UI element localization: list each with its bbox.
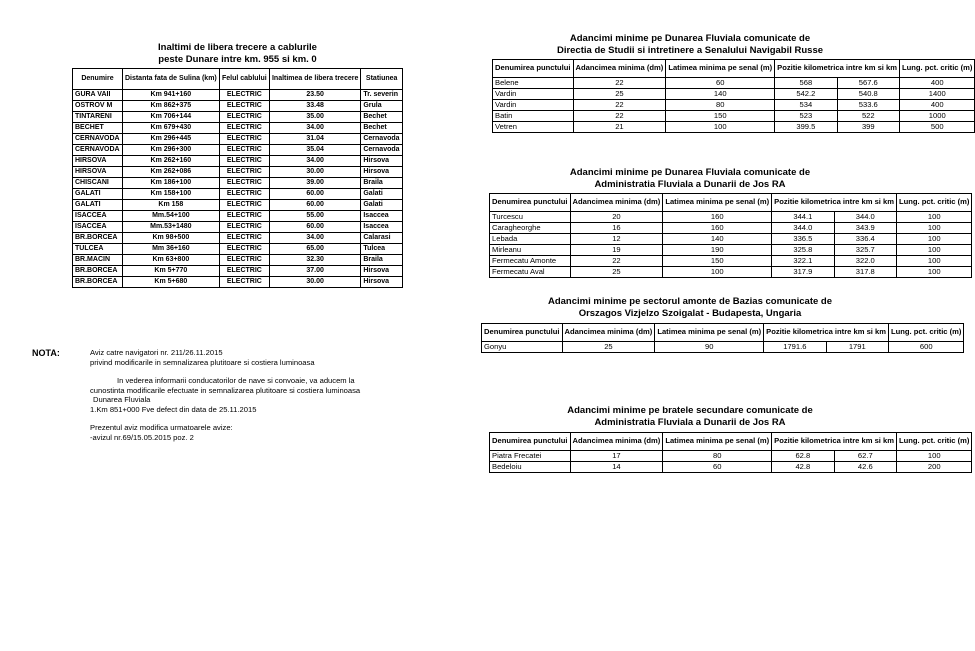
table-cell: 25 [573, 89, 666, 100]
table-cell: 62.7 [834, 451, 896, 462]
table-cell: 30.00 [269, 277, 360, 288]
table-cell: 568 [775, 78, 837, 89]
table-cell: 399 [837, 122, 899, 133]
table-cell: ELECTRIC [219, 134, 269, 145]
table-cell: BECHET [73, 123, 123, 134]
table-cell: 160 [663, 223, 772, 234]
table-cell: Cernavoda [361, 134, 403, 145]
table-cell: 30.00 [269, 167, 360, 178]
table-cell: 100 [897, 451, 972, 462]
table-cell: 336.4 [834, 234, 896, 245]
table-row [490, 256, 972, 267]
depth-header-row [482, 324, 964, 342]
nota-label: NOTA: [32, 348, 60, 358]
table-cell: ELECTRIC [219, 178, 269, 189]
table-cell: GURA VAII [73, 90, 123, 101]
table-cell: HIRSOVA [73, 167, 123, 178]
table-cell: 34.00 [269, 123, 360, 134]
depth-header-cell: Lung. pct. critic (m) [897, 194, 972, 212]
table-cell: 523 [775, 111, 837, 122]
depth-header-cell: Denumirea punctului [482, 324, 563, 342]
table-cell: ELECTRIC [219, 211, 269, 222]
table-cell: Km 941+160 [122, 90, 219, 101]
table-cell: 60 [663, 462, 772, 473]
table-cell: Vetren [493, 122, 574, 133]
table-cell: Mm.54+100 [122, 211, 219, 222]
table-cell: ISACCEA [73, 211, 123, 222]
table-cell: 34.00 [269, 156, 360, 167]
table-row [73, 134, 403, 145]
table-cell: Hirsova [361, 156, 403, 167]
depth-header-cell: Denumirea punctului [490, 194, 571, 212]
cable-header-cell: Felul cablului [219, 69, 269, 90]
table-row [490, 223, 972, 234]
depth-header-cell: Denumirea punctului [493, 60, 574, 78]
depth-header-cell: Pozitie kilometrica intre km si km [772, 194, 897, 212]
table-cell: Hirsova [361, 277, 403, 288]
table-cell: Fermecatu Aval [490, 267, 571, 278]
depth-header-cell: Adancimea minima (dm) [570, 433, 663, 451]
depth-title-0-line2: Directia de Studii si intretinere a Senalului Navigabil Russe [556, 45, 824, 56]
table-cell: 1400 [900, 89, 975, 100]
nota-line6: 1.Km 851+000 Fve defect din data de 25.11.2015 [90, 404, 257, 414]
table-row [73, 145, 403, 156]
cable-title-line1: Inaltimi de libera trecere a cablurile [158, 42, 317, 53]
depth-header-cell: Lung. pct. critic (m) [900, 60, 975, 78]
depth-title-3-line2: Administratia Fluviala a Dunarii de Jos RA [594, 417, 786, 428]
cable-header-cell: Distanta fata de Sulina (km) [122, 69, 219, 90]
table-cell: 150 [666, 111, 775, 122]
table-cell: Calarasi [361, 233, 403, 244]
depth-title-0-line1: Adancimi minime pe Dunarea Fluviala comunicate de [569, 33, 811, 44]
table-cell: 80 [663, 451, 772, 462]
table-cell: 325.7 [834, 245, 896, 256]
table-cell: 1791.6 [764, 342, 826, 353]
table-cell: 25 [562, 342, 655, 353]
table-cell: 65.00 [269, 244, 360, 255]
cable-title [72, 42, 403, 66]
cable-header-cell: Statiunea [361, 69, 403, 90]
table-cell: Km 262+160 [122, 156, 219, 167]
table-cell: GALATI [73, 200, 123, 211]
depth-title-0 [490, 33, 890, 57]
nota-line2: privind modificarile in semnalizarea plutitoare si costiera luminoasa [90, 357, 315, 367]
table-cell: 200 [897, 462, 972, 473]
table-cell: 1000 [900, 111, 975, 122]
table-row [490, 245, 972, 256]
table-cell: CHISCANI [73, 178, 123, 189]
table-cell: 100 [897, 267, 972, 278]
table-cell: Batin [493, 111, 574, 122]
table-cell: 20 [570, 212, 663, 223]
table-cell: 12 [570, 234, 663, 245]
table-cell: 1791 [826, 342, 888, 353]
depth-header-cell: Latimea minima pe senal (m) [663, 433, 772, 451]
table-cell: 100 [666, 122, 775, 133]
table-cell: 62.8 [772, 451, 834, 462]
table-cell: 336.5 [772, 234, 834, 245]
table-cell: 600 [889, 342, 964, 353]
table-cell: 22 [573, 111, 666, 122]
table-cell: 150 [663, 256, 772, 267]
table-cell: Bedeloiu [490, 462, 571, 473]
table-cell: 34.00 [269, 233, 360, 244]
table-cell: Bechet [361, 123, 403, 134]
table-cell: 39.00 [269, 178, 360, 189]
table-row [73, 277, 403, 288]
table-cell: CERNAVODA [73, 134, 123, 145]
depth-title-3-line1: Adancimi minime pe bratele secundare comunicate de [567, 405, 813, 416]
table-cell: ELECTRIC [219, 101, 269, 112]
table-cell: ELECTRIC [219, 266, 269, 277]
depth-header-row [490, 194, 972, 212]
table-cell: 322.1 [772, 256, 834, 267]
table-cell: 160 [663, 212, 772, 223]
table-row [73, 90, 403, 101]
nota-line7: Prezentul aviz modifica urmatoarele avize: [90, 423, 233, 432]
table-cell: Km 862+375 [122, 101, 219, 112]
table-row [73, 233, 403, 244]
table-cell: Tr. severin [361, 90, 403, 101]
table-row [73, 101, 403, 112]
nota-line4: cunostinta modificarile efectuate in semnalizarea plutitoare si costiera luminoasa [90, 385, 361, 395]
table-row [490, 212, 972, 223]
table-cell: Gonyu [482, 342, 563, 353]
table-row [73, 211, 403, 222]
table-cell: Caragheorghe [490, 223, 571, 234]
depth-header-cell: Adancimea minima (dm) [573, 60, 666, 78]
table-cell: Km 158 [122, 200, 219, 211]
depth-header-cell: Adancimea minima (dm) [562, 324, 655, 342]
table-cell: 33.48 [269, 101, 360, 112]
nota-line1: Aviz catre navigatori nr. 211/26.11.2015 [90, 348, 223, 357]
table-cell: ISACCEA [73, 222, 123, 233]
table-row [73, 123, 403, 134]
table-cell: 399.5 [775, 122, 837, 133]
depth-header-cell: Lung. pct. critic (m) [897, 433, 972, 451]
depth-title-1-line2: Administratia Fluviala a Dunarii de Jos RA [594, 179, 786, 190]
table-cell: CERNAVODA [73, 145, 123, 156]
table-cell: Km 158+100 [122, 189, 219, 200]
table-row [73, 255, 403, 266]
table-row [73, 112, 403, 123]
table-cell: Galati [361, 189, 403, 200]
table-cell: Bechet [361, 112, 403, 123]
depth-header-cell: Pozitie kilometrica intre km si km [775, 60, 900, 78]
table-cell: 37.00 [269, 266, 360, 277]
table-cell: ELECTRIC [219, 277, 269, 288]
table-cell: BR.BORCEA [73, 277, 123, 288]
table-cell: 60 [666, 78, 775, 89]
table-cell: 35.04 [269, 145, 360, 156]
depth-table-1 [489, 193, 972, 278]
depth-title-2 [480, 296, 900, 320]
depth-header-cell: Pozitie kilometrica intre km si km [772, 433, 897, 451]
table-cell: 500 [900, 122, 975, 133]
table-row [73, 266, 403, 277]
table-cell: 42.6 [834, 462, 896, 473]
table-cell: 317.9 [772, 267, 834, 278]
nota-line8: -avizul nr.69/15.05.2015 poz. 2 [90, 432, 194, 442]
table-cell: Galati [361, 200, 403, 211]
table-cell: Isaccea [361, 222, 403, 233]
table-cell: Isaccea [361, 211, 403, 222]
table-cell: Mirleanu [490, 245, 571, 256]
table-cell: 533.6 [837, 100, 899, 111]
table-cell: ELECTRIC [219, 167, 269, 178]
depth-header-cell: Latimea minima pe senal (m) [663, 194, 772, 212]
table-cell: 100 [897, 256, 972, 267]
table-cell: ELECTRIC [219, 90, 269, 101]
depth-header-cell: Adancimea minima (dm) [570, 194, 663, 212]
table-cell: 190 [663, 245, 772, 256]
table-cell: ELECTRIC [219, 233, 269, 244]
table-cell: 344.1 [772, 212, 834, 223]
table-row [73, 156, 403, 167]
table-cell: BR.MACIN [73, 255, 123, 266]
depth-title-1 [490, 167, 890, 191]
depth-title-1-line1: Adancimi minime pe Dunarea Fluviala comunicate de [569, 167, 811, 178]
table-cell: 17 [570, 451, 663, 462]
table-cell: ELECTRIC [219, 123, 269, 134]
table-cell: Km 5+770 [122, 266, 219, 277]
depth-header-cell: Latimea minima pe senal (m) [666, 60, 775, 78]
table-cell: Braila [361, 255, 403, 266]
table-cell: 22 [573, 78, 666, 89]
nota-line3: In vederea informarii conducatorilor de nave si convoaie, va aducem la [117, 376, 355, 385]
table-cell: 35.00 [269, 112, 360, 123]
table-cell: Km 296+445 [122, 134, 219, 145]
table-cell: Mm 36+160 [122, 244, 219, 255]
cable-table [72, 68, 403, 288]
table-cell: Lebada [490, 234, 571, 245]
table-cell: ELECTRIC [219, 145, 269, 156]
table-cell: Km 5+680 [122, 277, 219, 288]
table-cell: 16 [570, 223, 663, 234]
table-cell: ELECTRIC [219, 112, 269, 123]
table-cell: 60.00 [269, 200, 360, 211]
depth-title-2-line2: Orszagos Vizjelzo Szoigalat - Budapesta, Ungaria [578, 308, 802, 319]
table-cell: 140 [663, 234, 772, 245]
table-cell: 140 [666, 89, 775, 100]
table-cell: 344.0 [834, 212, 896, 223]
table-row [73, 244, 403, 255]
table-cell: Km 296+300 [122, 145, 219, 156]
table-cell: 22 [570, 256, 663, 267]
table-cell: 542.2 [775, 89, 837, 100]
table-cell: GALATI [73, 189, 123, 200]
table-cell: Km 262+086 [122, 167, 219, 178]
table-cell: ELECTRIC [219, 156, 269, 167]
table-cell: Tulcea [361, 244, 403, 255]
table-row [490, 234, 972, 245]
table-cell: 60.00 [269, 189, 360, 200]
table-cell: Cernavoda [361, 145, 403, 156]
table-cell: 100 [663, 267, 772, 278]
table-row [73, 178, 403, 189]
table-row [490, 462, 972, 473]
table-cell: 322.0 [834, 256, 896, 267]
table-cell: Fermecatu Amonte [490, 256, 571, 267]
depth-header-row [490, 433, 972, 451]
table-cell: 100 [897, 223, 972, 234]
table-cell: 60.00 [269, 222, 360, 233]
table-cell: 90 [655, 342, 764, 353]
table-cell: ELECTRIC [219, 255, 269, 266]
table-cell: 31.04 [269, 134, 360, 145]
nota-line5: Dunarea Fluviala [93, 395, 151, 404]
table-cell: 32.30 [269, 255, 360, 266]
depth-title-3 [490, 405, 890, 429]
table-cell: TINTARENI [73, 112, 123, 123]
table-cell: Km 63+800 [122, 255, 219, 266]
table-cell: Km 706+144 [122, 112, 219, 123]
table-cell: 21 [573, 122, 666, 133]
table-row [482, 342, 964, 353]
table-cell: BR.BORCEA [73, 266, 123, 277]
table-cell: 80 [666, 100, 775, 111]
table-cell: TULCEA [73, 244, 123, 255]
cable-header-cell: Denumire [73, 69, 123, 90]
table-cell: Km 98+500 [122, 233, 219, 244]
table-cell: Turcescu [490, 212, 571, 223]
table-cell: 42.8 [772, 462, 834, 473]
table-cell: 25 [570, 267, 663, 278]
table-row [73, 222, 403, 233]
depth-header-cell: Denumirea punctului [490, 433, 571, 451]
table-cell: 317.8 [834, 267, 896, 278]
table-cell: 100 [897, 234, 972, 245]
table-row [490, 451, 972, 462]
table-cell: Vardin [493, 89, 574, 100]
table-cell: 344.0 [772, 223, 834, 234]
table-row [493, 111, 975, 122]
table-cell: OSTROV M [73, 101, 123, 112]
table-cell: Grula [361, 101, 403, 112]
depth-table-0 [492, 59, 975, 133]
table-row [73, 189, 403, 200]
table-cell: 100 [897, 245, 972, 256]
cable-title-line2: peste Dunare intre km. 955 si km. 0 [158, 54, 317, 65]
table-cell: Braila [361, 178, 403, 189]
table-cell: HIRSOVA [73, 156, 123, 167]
table-cell: Mm.53+1480 [122, 222, 219, 233]
table-cell: 14 [570, 462, 663, 473]
depth-header-row [493, 60, 975, 78]
depth-title-2-line1: Adancimi minime pe sectorul amonte de Bazias comunicate de [547, 296, 833, 307]
cable-header-row [73, 69, 403, 90]
depth-header-cell: Latimea minima pe senal (m) [655, 324, 764, 342]
table-cell: Km 679+430 [122, 123, 219, 134]
table-cell: 22 [573, 100, 666, 111]
table-cell: Piatra Frecatei [490, 451, 571, 462]
table-row [490, 267, 972, 278]
table-cell: Hirsova [361, 266, 403, 277]
table-cell: 343.9 [834, 223, 896, 234]
table-row [493, 89, 975, 100]
table-cell: 400 [900, 100, 975, 111]
table-cell: Vardin [493, 100, 574, 111]
table-row [73, 200, 403, 211]
depth-header-cell: Lung. pct. critic (m) [889, 324, 964, 342]
table-row [73, 167, 403, 178]
nota-text [90, 348, 430, 442]
table-cell: 400 [900, 78, 975, 89]
depth-header-cell: Pozitie kilometrica intre km si km [764, 324, 889, 342]
depth-table-3 [489, 432, 972, 473]
table-cell: Belene [493, 78, 574, 89]
table-cell: 19 [570, 245, 663, 256]
table-row [493, 122, 975, 133]
table-cell: 567.6 [837, 78, 899, 89]
table-cell: 540.8 [837, 89, 899, 100]
table-cell: 55.00 [269, 211, 360, 222]
table-cell: ELECTRIC [219, 244, 269, 255]
table-cell: ELECTRIC [219, 189, 269, 200]
table-cell: 534 [775, 100, 837, 111]
cable-header-cell: Inaltimea de libera trecere [269, 69, 360, 90]
table-row [493, 78, 975, 89]
table-cell: ELECTRIC [219, 222, 269, 233]
table-cell: 325.8 [772, 245, 834, 256]
table-cell: Km 186+100 [122, 178, 219, 189]
table-cell: Hirsova [361, 167, 403, 178]
table-cell: BR.BORCEA [73, 233, 123, 244]
depth-table-2 [481, 323, 964, 353]
table-cell: 23.50 [269, 90, 360, 101]
table-cell: ELECTRIC [219, 200, 269, 211]
table-cell: 100 [897, 212, 972, 223]
table-row [493, 100, 975, 111]
table-cell: 522 [837, 111, 899, 122]
